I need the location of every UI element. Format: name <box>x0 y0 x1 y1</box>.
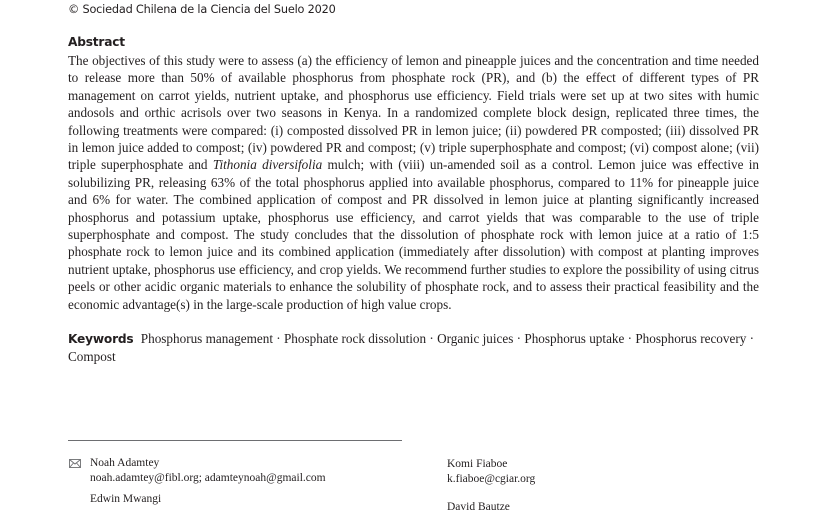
author-name: Edwin Mwangi <box>90 493 162 505</box>
abstract-text-part1: The objectives of this study were to assess (a) the efficiency of lemon and pineapple juices and the concentration and time needed to release more than 50% of available phosphorus from phosphate rock (PR), and (b) the effect of different types of PR management on carrot yields, nutrient uptake, and phosphorus use efficiency. Field trials were set up at two sites with humic andosols and orthic acrisols over two seasons in Kenya. In a randomized complete block design, replicated three times, the following treatments were compared: (i) composted dissolved PR in lemon juice; (ii) powdered PR composted; (iii) dissolved PR in lemon juice added to compost; (iv) powdered PR and compost; (v) triple superphosphate and compost; (vi) compost alone; (vii) triple superphosphate and <box>68 53 759 173</box>
author-entry <box>90 492 161 507</box>
author-entry <box>447 500 510 515</box>
author-entry <box>90 456 326 485</box>
envelope-icon <box>69 459 81 468</box>
keywords-section <box>68 330 759 366</box>
copyright-notice: © Sociedad Chilena de la Ciencia del Suelo 2020 <box>68 3 336 16</box>
abstract-text-part2: mulch; with (viii) un-amended soil as a control. Lemon juice was effective in solubilizing PR, releasing 63% of the total phosphorus applied into available phosphorus, compared to 11% for pineapple juice and 6% for water. The combined application of compost and PR dissolved in lemon juice at planting significantly increased phosphorus and potassium uptake, phosphorus use efficiency, and carrot yields that was comparable to the use of triple superphosphate and compost. The study concludes that the dissolution of phosphate rock with lemon juice at a ratio of 1:5 phosphate rock to lemon juice and its combined application (immediately after dissolution) with compost at planting improves nutrient uptake, phosphorus use efficiency, and crop yields. We recommend further studies to explore the possibility of using citrus peels or other acidic organic materials to enhance the solubility of phosphate rock, and to assess their practical feasibility and the economic advantage(s) in the large-scale production of high value crops. <box>68 157 759 312</box>
abstract-species-name: Tithonia diversifolia <box>212 157 323 173</box>
author-email[interactable]: noah.adamtey@fibl.org; adamteynoah@gmail.com <box>90 471 326 484</box>
author-name: Komi Fiaboe <box>447 458 508 470</box>
footnote-divider <box>68 440 402 441</box>
author-email[interactable]: k.fiaboe@cgiar.org <box>447 472 536 485</box>
author-entry <box>447 457 535 486</box>
author-name: David Bautze <box>447 501 510 513</box>
keywords-list: Phosphorus management · Phosphate rock dissolution · Organic juices · Phosphorus uptake · Phosphorus recovery · Compost <box>68 331 755 365</box>
abstract-body <box>68 52 759 313</box>
author-name: Noah Adamtey <box>90 457 160 469</box>
abstract-heading: Abstract <box>68 35 125 49</box>
keywords-label: Keywords <box>68 332 134 346</box>
